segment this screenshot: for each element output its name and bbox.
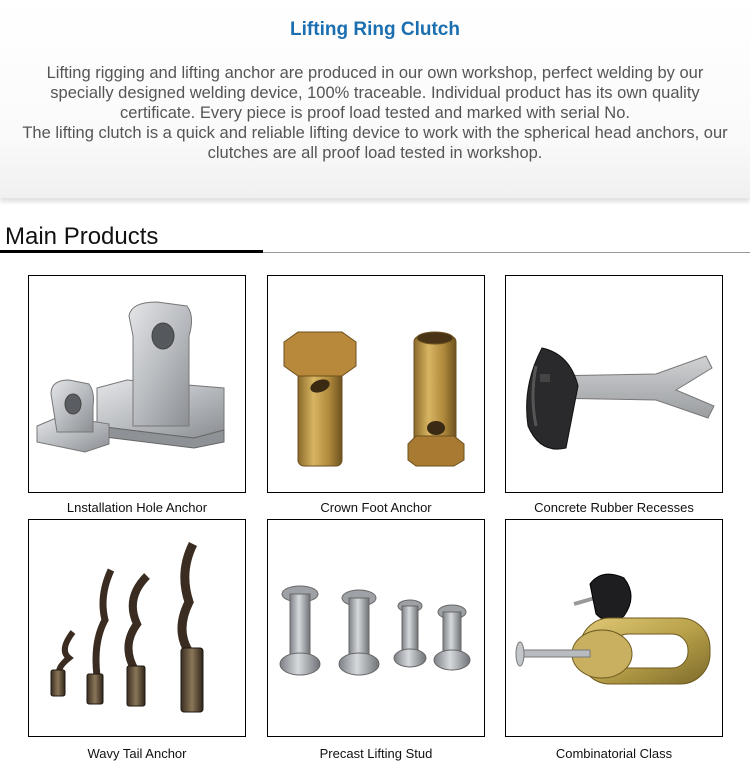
product-caption: Concrete Rubber Recesses bbox=[534, 500, 694, 515]
section-divider-accent bbox=[0, 250, 263, 253]
precast-lifting-stud-image bbox=[268, 520, 484, 736]
product-card-precast-lifting-stud[interactable] bbox=[267, 519, 485, 737]
product-caption: Crown Foot Anchor bbox=[320, 500, 432, 515]
concrete-rubber-recesses-image bbox=[506, 276, 722, 492]
product-card-crown-foot-anchor[interactable] bbox=[267, 275, 485, 493]
combinatorial-class-image bbox=[506, 520, 722, 736]
product-caption: Precast Lifting Stud bbox=[319, 746, 433, 761]
intro-paragraph-1: Lifting rigging and lifting anchor are produced in our own workshop, perfect welding by our specially designed welding device, 100% traceable. Individual product has its own quality certificate. Every piece is proof load tested and marked with serial No. bbox=[46, 64, 704, 122]
section-divider bbox=[263, 252, 750, 253]
page-title: Lifting Ring Clutch bbox=[290, 19, 460, 40]
intro-description bbox=[18, 63, 732, 163]
product-caption: Lnstallation Hole Anchor bbox=[66, 500, 208, 515]
product-card-wavy-tail-anchor[interactable] bbox=[28, 519, 246, 737]
product-card-combinatorial-class[interactable] bbox=[505, 519, 723, 737]
product-caption: Wavy Tail Anchor bbox=[87, 746, 187, 761]
intro-paragraph-2: The lifting clutch is a quick and reliable lifting device to work with the spherical head anchors, our clutches are all proof load tested in workshop. bbox=[22, 124, 728, 162]
section-title: Main Products bbox=[5, 223, 159, 250]
product-caption: Combinatorial Class bbox=[555, 746, 673, 761]
crown-foot-anchor-image bbox=[268, 276, 484, 492]
intro-panel bbox=[0, 0, 750, 198]
wavy-tail-anchor-image bbox=[29, 520, 245, 736]
product-card-installation-hole-anchor[interactable] bbox=[28, 275, 246, 493]
installation-hole-anchor-image bbox=[29, 276, 245, 492]
product-card-concrete-rubber-recesses[interactable] bbox=[505, 275, 723, 493]
